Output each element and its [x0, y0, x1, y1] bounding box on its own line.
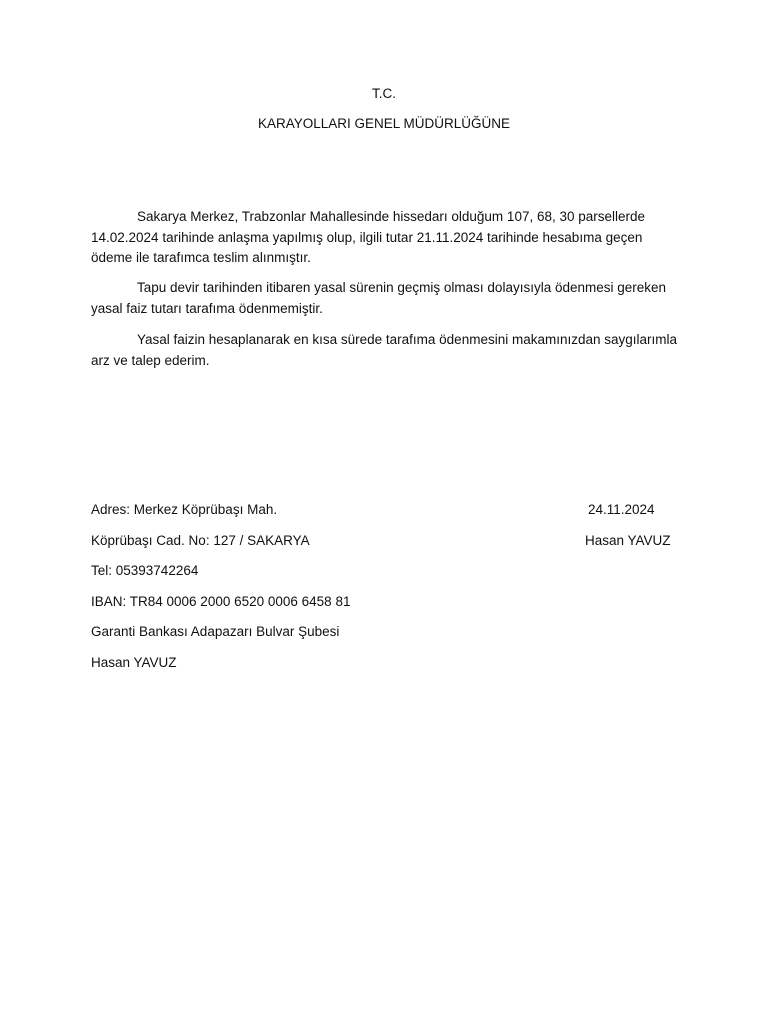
signature-name: Hasan YAVUZ [585, 533, 671, 548]
phone-number: Tel: 05393742264 [91, 563, 199, 578]
sender-name: Hasan YAVUZ [91, 655, 177, 670]
body-paragraph-2: Tapu devir tarihinden itibaren yasal sürenin geçmiş olması dolayısıyla ödenmesi gereken yasal faiz tutarı tarafıma ödenmemiştir. [91, 280, 667, 316]
bank-branch: Garanti Bankası Adapazarı Bulvar Şubesi [91, 624, 340, 639]
signature-date: 24.11.2024 [588, 502, 655, 517]
address-line-2: Köprübaşı Cad. No: 127 / SAKARYA [91, 533, 310, 548]
addressee-title: KARAYOLLARI GENEL MÜDÜRLÜĞÜNE [257, 116, 511, 131]
address-line-1: Adres: Merkez Köprübaşı Mah. [91, 502, 278, 517]
header-tc: T.C. [371, 86, 396, 101]
body-paragraph-1: Sakarya Merkez, Trabzonlar Mahallesinde hissedarı olduğum 107, 68, 30 parsellerde 14.02.2024 tarihinde anlaşma yapılmış olup, ilgili tutar 21.11.2024 tarihinde hesabıma geçen ödeme ile tarafımca teslim alınmıştır. [91, 209, 646, 265]
body-paragraph-3: Yasal faizin hesaplanarak en kısa sürede tarafıma ödenmesini makamınızdan saygılarımla arz ve talep ederim. [91, 332, 678, 368]
iban-number: IBAN: TR84 0006 2000 6520 0006 6458 81 [91, 594, 351, 609]
